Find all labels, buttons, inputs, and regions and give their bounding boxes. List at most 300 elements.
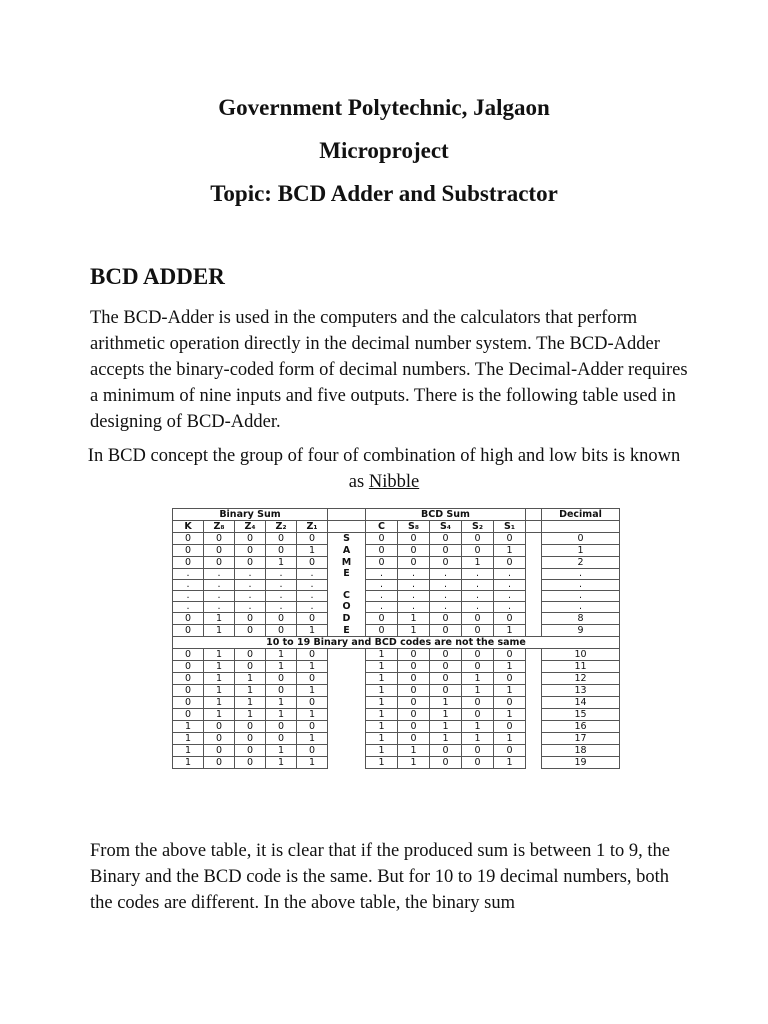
binary-cell: 0 <box>173 613 204 625</box>
bcd-cell: 1 <box>366 685 398 697</box>
binary-cell: . <box>297 569 328 580</box>
binary-cell: 0 <box>235 757 266 769</box>
institution-title: Government Polytechnic, Jalgaon <box>218 95 550 120</box>
table-row <box>173 591 620 602</box>
binary-cell: . <box>297 602 328 613</box>
binary-cell: . <box>173 602 204 613</box>
binary-cell: . <box>235 580 266 591</box>
bcd-cell: 1 <box>494 709 526 721</box>
binary-cell: 1 <box>235 673 266 685</box>
decimal-cell: 10 <box>542 649 620 661</box>
binary-cell: 0 <box>235 533 266 545</box>
bcd-cell: . <box>398 569 430 580</box>
binary-cell: 0 <box>173 649 204 661</box>
binary-cell: 0 <box>173 545 204 557</box>
binary-cell: 1 <box>297 733 328 745</box>
binary-cell: . <box>173 580 204 591</box>
binary-cell: 0 <box>204 545 235 557</box>
binary-cell: 0 <box>173 709 204 721</box>
spacer-cell <box>526 580 542 591</box>
bcd-cell: 1 <box>494 625 526 637</box>
spacer-cell <box>526 697 542 709</box>
decimal-cell: 12 <box>542 673 620 685</box>
same-code-letter <box>328 733 366 745</box>
bcd-cell: 0 <box>430 757 462 769</box>
bcd-cell: 0 <box>366 557 398 569</box>
binary-cell: 0 <box>173 625 204 637</box>
bcd-cell: 0 <box>494 533 526 545</box>
binary-cell: . <box>266 602 297 613</box>
binary-cell: 0 <box>235 745 266 757</box>
bcd-cell: 1 <box>462 685 494 697</box>
bcd-cell: 1 <box>366 721 398 733</box>
spacer-cell <box>526 673 542 685</box>
bcd-cell: . <box>366 602 398 613</box>
bcd-cell: 1 <box>366 697 398 709</box>
table-row <box>173 569 620 580</box>
spacer-cell <box>526 721 542 733</box>
table-row <box>173 745 620 757</box>
bcd-cell: . <box>366 569 398 580</box>
binary-cell: . <box>204 591 235 602</box>
binary-cell: 1 <box>266 709 297 721</box>
binary-cell: 1 <box>266 661 297 673</box>
binary-cell: 1 <box>235 697 266 709</box>
nibble-paragraph <box>80 443 688 495</box>
binary-cell: 1 <box>266 697 297 709</box>
decimal-cell: 0 <box>542 533 620 545</box>
spacer-cell <box>526 569 542 580</box>
decimal-cell: . <box>542 580 620 591</box>
binary-cell: 0 <box>204 721 235 733</box>
bcd-cell: . <box>398 602 430 613</box>
spacer-cell <box>526 533 542 545</box>
col-header: Z₄ <box>235 521 266 533</box>
table-row <box>173 602 620 613</box>
same-code-letter: D <box>328 613 366 625</box>
same-code-letter: O <box>328 602 366 613</box>
same-code-letter <box>328 649 366 661</box>
bcd-cell: 1 <box>462 733 494 745</box>
spacer-cell <box>526 709 542 721</box>
binary-cell: . <box>235 602 266 613</box>
binary-cell: 0 <box>173 661 204 673</box>
spacer-cell <box>526 733 542 745</box>
bcd-cell: . <box>430 602 462 613</box>
binary-cell: 0 <box>266 545 297 557</box>
col-header: C <box>366 521 398 533</box>
table-row <box>173 685 620 697</box>
bcd-cell: 0 <box>366 613 398 625</box>
same-code-letter: E <box>328 625 366 637</box>
bcd-cell: 0 <box>494 649 526 661</box>
col-header: Z₂ <box>266 521 297 533</box>
banner-row-group <box>173 637 620 649</box>
bcd-cell: 1 <box>462 673 494 685</box>
spacer-cell <box>526 625 542 637</box>
bcd-cell: 0 <box>398 673 430 685</box>
bcd-cell: 1 <box>462 557 494 569</box>
bcd-cell: 0 <box>398 709 430 721</box>
bcd-cell: 1 <box>398 613 430 625</box>
binary-cell: 1 <box>266 557 297 569</box>
binary-cell: 1 <box>297 625 328 637</box>
nibble-term: Nibble <box>368 472 420 492</box>
bcd-cell: . <box>494 580 526 591</box>
table-row <box>173 709 620 721</box>
binary-sum-header: Binary Sum <box>173 509 328 521</box>
bcd-cell: . <box>398 580 430 591</box>
bcd-cell: . <box>366 580 398 591</box>
bcd-cell: 0 <box>366 533 398 545</box>
decimal-cell: 15 <box>542 709 620 721</box>
decimal-cell: 13 <box>542 685 620 697</box>
col-header: S₂ <box>462 521 494 533</box>
bcd-cell: 0 <box>430 545 462 557</box>
decimal-cell: 14 <box>542 697 620 709</box>
bcd-cell: 1 <box>494 685 526 697</box>
binary-cell: 1 <box>235 709 266 721</box>
same-code-letter <box>328 745 366 757</box>
different-code-rows <box>173 649 620 769</box>
binary-cell: . <box>297 591 328 602</box>
col-header: K <box>173 521 204 533</box>
spacer-cell <box>526 613 542 625</box>
project-title: Microproject <box>319 138 449 163</box>
bcd-cell: 0 <box>462 545 494 557</box>
binary-cell: 0 <box>235 625 266 637</box>
decimal-cell: 9 <box>542 625 620 637</box>
binary-cell: 0 <box>266 613 297 625</box>
decimal-cell: 17 <box>542 733 620 745</box>
bcd-cell: 0 <box>430 625 462 637</box>
binary-cell: 0 <box>235 557 266 569</box>
bcd-cell: 1 <box>430 697 462 709</box>
bcd-cell: 0 <box>430 613 462 625</box>
bcd-sum-header: BCD Sum <box>366 509 526 521</box>
binary-cell: 0 <box>204 745 235 757</box>
bcd-cell: 1 <box>366 757 398 769</box>
binary-cell: . <box>266 569 297 580</box>
bcd-cell: 0 <box>462 709 494 721</box>
decimal-cell: . <box>542 569 620 580</box>
bcd-cell: 0 <box>398 733 430 745</box>
same-code-letter <box>328 673 366 685</box>
bcd-cell: 0 <box>430 557 462 569</box>
bcd-cell: . <box>494 591 526 602</box>
table-row <box>173 757 620 769</box>
table-row <box>173 673 620 685</box>
bcd-cell: 0 <box>398 557 430 569</box>
bcd-cell: 1 <box>494 757 526 769</box>
decimal-cell: 8 <box>542 613 620 625</box>
binary-cell: 1 <box>297 709 328 721</box>
binary-cell: 1 <box>204 709 235 721</box>
bcd-cell: 0 <box>430 745 462 757</box>
binary-cell: 1 <box>297 757 328 769</box>
bcd-cell: . <box>462 591 494 602</box>
binary-cell: . <box>204 580 235 591</box>
bcd-cell: 0 <box>430 533 462 545</box>
bcd-cell: 1 <box>398 745 430 757</box>
binary-cell: 1 <box>297 661 328 673</box>
bcd-cell: 1 <box>430 721 462 733</box>
same-code-rows <box>173 533 620 637</box>
bcd-cell: 1 <box>398 625 430 637</box>
decimal-cell: . <box>542 602 620 613</box>
col-header: Z₈ <box>204 521 235 533</box>
binary-cell: 1 <box>204 625 235 637</box>
binary-cell: 0 <box>297 721 328 733</box>
binary-cell: 0 <box>297 533 328 545</box>
bcd-cell: 1 <box>366 745 398 757</box>
table-column-header <box>173 521 620 533</box>
same-code-letter: M <box>328 557 366 569</box>
bcd-cell: 0 <box>462 745 494 757</box>
bcd-cell: 0 <box>366 545 398 557</box>
table-row <box>173 545 620 557</box>
bcd-cell: 1 <box>366 661 398 673</box>
col-header: S₁ <box>494 521 526 533</box>
bcd-cell: 0 <box>398 545 430 557</box>
binary-cell: 0 <box>173 673 204 685</box>
bcd-cell: 0 <box>494 613 526 625</box>
bcd-cell: . <box>462 602 494 613</box>
same-code-letter <box>328 709 366 721</box>
same-code-letter: C <box>328 591 366 602</box>
binary-cell: 0 <box>235 649 266 661</box>
table-banner-row <box>173 637 620 649</box>
binary-cell: 0 <box>173 557 204 569</box>
bcd-cell: 0 <box>430 673 462 685</box>
binary-cell: 0 <box>204 733 235 745</box>
bcd-cell: 1 <box>430 733 462 745</box>
same-code-letter <box>328 757 366 769</box>
topic-title: Topic: BCD Adder and Substractor <box>210 181 558 206</box>
binary-cell: 1 <box>173 721 204 733</box>
binary-cell: 0 <box>266 625 297 637</box>
table-row <box>173 649 620 661</box>
bcd-cell: 1 <box>430 709 462 721</box>
bcd-cell: 0 <box>398 721 430 733</box>
binary-cell: 0 <box>266 533 297 545</box>
bcd-cell: 0 <box>494 721 526 733</box>
bcd-cell: . <box>494 569 526 580</box>
table-row <box>173 580 620 591</box>
binary-cell: 1 <box>173 757 204 769</box>
binary-cell: 1 <box>204 697 235 709</box>
bcd-cell: . <box>430 580 462 591</box>
bcd-cell: . <box>430 591 462 602</box>
binary-cell: 0 <box>297 649 328 661</box>
binary-cell: 0 <box>173 685 204 697</box>
table-row <box>173 697 620 709</box>
spacer-cell <box>328 521 366 533</box>
table-row <box>173 721 620 733</box>
binary-cell: . <box>204 569 235 580</box>
same-code-letter: S <box>328 533 366 545</box>
bcd-cell: . <box>462 580 494 591</box>
binary-cell: 0 <box>297 557 328 569</box>
binary-cell: 1 <box>266 757 297 769</box>
bcd-cell: 0 <box>462 757 494 769</box>
binary-cell: . <box>266 580 297 591</box>
bcd-cell: . <box>430 569 462 580</box>
binary-cell: 0 <box>297 745 328 757</box>
bcd-cell: 0 <box>494 673 526 685</box>
bcd-cell: 0 <box>462 613 494 625</box>
decimal-cell: 19 <box>542 757 620 769</box>
same-code-letter <box>328 685 366 697</box>
bcd-cell: 1 <box>494 661 526 673</box>
bcd-cell: 0 <box>430 649 462 661</box>
col-header: S₈ <box>398 521 430 533</box>
bcd-cell: . <box>494 602 526 613</box>
spacer-cell <box>526 509 542 521</box>
binary-cell: 0 <box>266 673 297 685</box>
binary-cell: . <box>173 569 204 580</box>
binary-cell: 0 <box>235 733 266 745</box>
binary-cell: 1 <box>204 673 235 685</box>
col-header <box>542 521 620 533</box>
table-row <box>173 613 620 625</box>
decimal-cell: 18 <box>542 745 620 757</box>
bcd-cell: . <box>462 569 494 580</box>
binary-cell: . <box>297 580 328 591</box>
binary-cell: 0 <box>173 533 204 545</box>
binary-cell: 1 <box>173 733 204 745</box>
decimal-cell: 2 <box>542 557 620 569</box>
binary-cell: 1 <box>266 649 297 661</box>
binary-cell: 1 <box>235 685 266 697</box>
spacer-cell <box>526 757 542 769</box>
spacer-cell <box>526 602 542 613</box>
spacer-cell <box>526 591 542 602</box>
decimal-header: Decimal <box>542 509 620 521</box>
bcd-cell: 0 <box>494 557 526 569</box>
bcd-cell: 0 <box>462 661 494 673</box>
intro-paragraph: The BCD-Adder is used in the computers and the calculators that perform arithmetic operation directly in the decimal number system. The BCD-Adder accepts the binary-coded form of decimal numbers. The Decimal-Adder requires a minimum of nine inputs and five outputs. There is the following table used in designing of BCD-Adder. <box>90 308 688 432</box>
bcd-cell: 0 <box>462 533 494 545</box>
binary-cell: . <box>266 591 297 602</box>
spacer-cell <box>526 685 542 697</box>
bcd-cell: 0 <box>430 685 462 697</box>
spacer-cell <box>328 509 366 521</box>
bcd-cell: 0 <box>462 649 494 661</box>
bcd-cell: . <box>398 591 430 602</box>
table-banner: 10 to 19 Binary and BCD codes are not the same <box>173 637 620 649</box>
binary-cell: 0 <box>266 721 297 733</box>
spacer-cell <box>526 521 542 533</box>
decimal-cell: . <box>542 591 620 602</box>
bcd-cell: 1 <box>366 733 398 745</box>
bcd-cell: 0 <box>462 697 494 709</box>
same-code-letter: E <box>328 569 366 580</box>
binary-cell: . <box>235 569 266 580</box>
binary-cell: 1 <box>204 685 235 697</box>
binary-cell: 1 <box>297 685 328 697</box>
binary-cell: 1 <box>297 545 328 557</box>
binary-cell: 1 <box>204 649 235 661</box>
same-code-letter <box>328 580 366 591</box>
table-row <box>173 661 620 673</box>
bcd-cell: 1 <box>366 673 398 685</box>
binary-cell: . <box>173 591 204 602</box>
bcd-cell: 0 <box>398 533 430 545</box>
section-heading: BCD ADDER <box>90 264 225 289</box>
binary-cell: 1 <box>266 745 297 757</box>
binary-cell: 1 <box>204 613 235 625</box>
spacer-cell <box>526 545 542 557</box>
bcd-cell: 1 <box>366 709 398 721</box>
spacer-cell <box>526 661 542 673</box>
binary-cell: 0 <box>235 721 266 733</box>
bcd-cell: 0 <box>462 625 494 637</box>
table-group-header <box>173 509 620 521</box>
binary-cell: 0 <box>297 697 328 709</box>
binary-cell: 0 <box>266 685 297 697</box>
binary-cell: 0 <box>297 613 328 625</box>
col-header: Z₁ <box>297 521 328 533</box>
spacer-cell <box>526 649 542 661</box>
binary-cell: 0 <box>204 557 235 569</box>
bcd-cell: 0 <box>398 649 430 661</box>
binary-cell: 1 <box>173 745 204 757</box>
binary-cell: 0 <box>204 533 235 545</box>
binary-cell: 1 <box>204 661 235 673</box>
binary-cell: 0 <box>297 673 328 685</box>
table-row <box>173 533 620 545</box>
binary-cell: . <box>204 602 235 613</box>
bcd-cell: 1 <box>494 733 526 745</box>
table-row <box>173 557 620 569</box>
bcd-cell: 0 <box>430 661 462 673</box>
col-header: S₄ <box>430 521 462 533</box>
bcd-cell: 0 <box>398 697 430 709</box>
decimal-cell: 16 <box>542 721 620 733</box>
same-code-letter: A <box>328 545 366 557</box>
bcd-cell: 1 <box>462 721 494 733</box>
binary-cell: . <box>235 591 266 602</box>
decimal-cell: 1 <box>542 545 620 557</box>
binary-cell: 0 <box>235 661 266 673</box>
bcd-cell: 0 <box>366 625 398 637</box>
decimal-cell: 11 <box>542 661 620 673</box>
bcd-cell: 1 <box>398 757 430 769</box>
spacer-cell <box>526 557 542 569</box>
binary-cell: 0 <box>235 613 266 625</box>
bcd-truth-table <box>172 508 620 769</box>
bcd-cell: 0 <box>398 685 430 697</box>
bcd-cell: . <box>366 591 398 602</box>
conclusion-paragraph: From the above table, it is clear that if the produced sum is between 1 to 9, the Binary and the BCD code is the same. But for 10 to 19 decimal numbers, both the codes are different. In the above table, the binary sum <box>90 841 671 913</box>
bcd-cell: 1 <box>366 649 398 661</box>
bcd-cell: 1 <box>494 545 526 557</box>
table-row <box>173 733 620 745</box>
binary-cell: 0 <box>235 545 266 557</box>
same-code-letter <box>328 721 366 733</box>
spacer-cell <box>526 745 542 757</box>
binary-cell: 0 <box>266 733 297 745</box>
same-code-letter <box>328 661 366 673</box>
binary-cell: 0 <box>204 757 235 769</box>
nibble-text: In BCD concept the group of four of combination of high and low bits is known as <box>87 446 681 492</box>
bcd-cell: 0 <box>494 745 526 757</box>
bcd-cell: 0 <box>398 661 430 673</box>
same-code-letter <box>328 697 366 709</box>
binary-cell: 0 <box>173 697 204 709</box>
table-row <box>173 625 620 637</box>
